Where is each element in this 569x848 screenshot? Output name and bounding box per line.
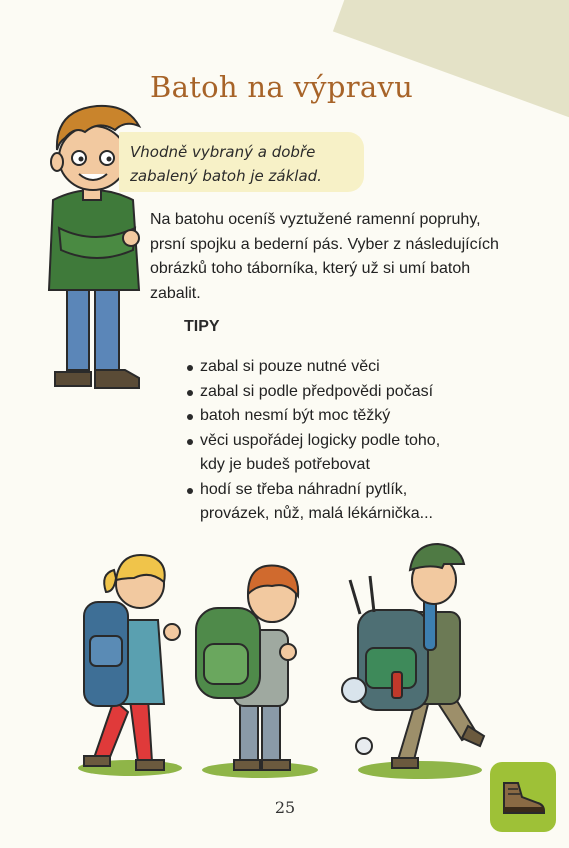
- page-title: Batoh na výpravu: [150, 70, 414, 104]
- tip-item: věci uspořádej logicky podle toho, kdy je budeš potřebovat: [186, 429, 506, 478]
- paragraph-line: zabalit.: [150, 284, 201, 302]
- tip-item: zabal si podle předpovědi počasí: [186, 380, 506, 405]
- boy-with-overloaded-backpack-illustration[interactable]: [340, 540, 500, 780]
- tip-item: hodí se třeba náhradní pytlík, provázek, nůž, malá lékárnička...: [186, 478, 506, 527]
- tips-heading: TIPY: [184, 318, 220, 335]
- paragraph-line: Na batohu oceníš vyztužené ramenní popruhy,: [150, 211, 481, 228]
- tip-item: batoh nesmí být moc těžký: [186, 404, 506, 429]
- intro-paragraph: [150, 208, 550, 306]
- speech-bubble-line: zabalený batoh je základ.: [130, 167, 322, 185]
- tip-item: zabal si pouze nutné věci: [186, 355, 506, 380]
- hiking-boot-icon: [498, 777, 548, 817]
- section-badge: [490, 762, 556, 832]
- paragraph-line: obrázků toho táborníka, který už si umí batoh: [150, 260, 471, 277]
- speech-bubble-text: [130, 140, 360, 188]
- page-number: 25: [274, 798, 296, 817]
- boy-with-heavy-backpack-illustration[interactable]: [190, 560, 330, 780]
- tips-list: [186, 355, 506, 527]
- paragraph-line: prsní spojku a bederní pás. Vyber z následujících: [150, 235, 499, 253]
- girl-with-backpack-illustration[interactable]: [70, 550, 190, 780]
- speech-bubble-line: Vhodně vybraný a dobře: [130, 143, 316, 161]
